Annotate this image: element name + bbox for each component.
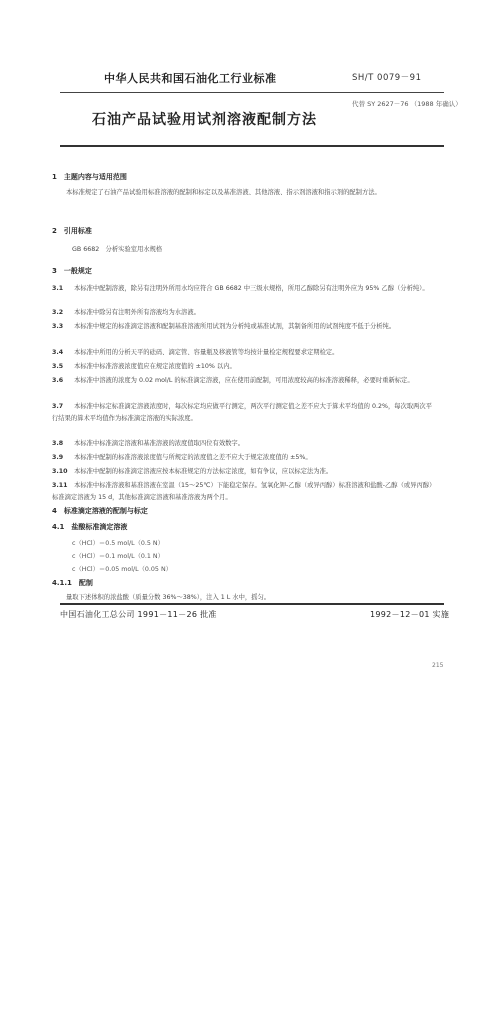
page-number: 215 (432, 662, 444, 669)
replaces-note: 代替 SY 2627－76 （1988 年确认） (352, 100, 462, 108)
clause-3-8 (52, 438, 438, 450)
clause-3-7 (52, 401, 438, 424)
clause-text: 本标准中规定的标准滴定溶液和配制基准溶液所用试剂为分析纯或基准试剂，其制备所用的试剂纯度不低于分析纯。 (74, 323, 396, 330)
subsection-4-1-title: 4.1 盐酸标准滴定溶液 (52, 523, 128, 531)
standard-code: SH/T 0079－91 (352, 73, 422, 83)
clause-3-6 (52, 375, 438, 387)
implementation-date: 1992－12－01 实施 (370, 610, 450, 619)
clause-text: 本标准中标准溶液和基准溶液在室温（15～25℃）下能稳定保存。氢氧化钾-乙醇（或异丙醇）标准溶液和盐酸-乙醇（或异丙醇）标准滴定溶液为 15 d，其他标准滴定溶液和基准溶液为两个月。 (52, 482, 436, 501)
footer-rule (60, 603, 444, 605)
clause-3-2 (52, 307, 438, 319)
subsection-4-1-1-text: 量取下述体积的浓盐酸（质量分数 36%～38%），注入 1 L 水中，摇匀。 (66, 594, 271, 601)
clause-number: 3.7 (52, 403, 64, 410)
clause-3-3 (52, 321, 438, 333)
clause-number: 3.4 (52, 349, 64, 356)
clause-text: 本标准中除另有注明外所有溶液均为水溶液。 (74, 309, 200, 316)
section-3-title: 3 一般规定 (52, 267, 92, 275)
clause-text: 本标准中溶液的浓度为 0.02 mol/L 的标准滴定溶液，应在使用前配制，可用浓度较高的标准溶液稀释，必要时重新标定。 (74, 377, 414, 384)
clause-text: 本标准中标准溶液浓度值应在规定浓度值的 ±10% 以内。 (74, 363, 236, 370)
clause-text: 本标准中所用的分析天平的砝码、滴定管、容量瓶及移液管等均按计量检定规程要求定期检定。 (74, 349, 339, 356)
section-1-text: 本标准规定了石油产品试验用标准溶液的配制和标定以及基准溶液、其他溶液、指示剂溶液和指示剂的配制方法。 (66, 189, 381, 196)
formula-1: c（HCl）＝0.5 mol/L（0.5 N） (72, 540, 164, 547)
clause-text: 本标准中标定标准滴定溶液浓度时，每次标定均应做平行测定，两次平行测定值之差不应大于算术平均值的 0.2%，每次取两次平行结果的算术平均值作为标准滴定溶液的实际浓度。 (52, 403, 433, 422)
section-2-text: GB 6682 分析实验室用水规格 (72, 246, 163, 253)
header-rule-bottom (60, 145, 444, 147)
clause-number: 3.6 (52, 377, 64, 384)
clause-3-11 (52, 480, 438, 503)
section-1-title: 1 主题内容与适用范围 (52, 173, 127, 181)
document-title: 石油产品试验用试剂溶液配制方法 (92, 112, 317, 128)
clause-text: 本标准中配制的标准溶液浓度值与所规定的浓度值之差不应大于规定浓度值的 ±5%。 (74, 454, 312, 461)
clause-3-1 (52, 283, 438, 295)
formula-2: c（HCl）＝0.1 mol/L（0.1 N） (72, 553, 164, 560)
clause-number: 3.8 (52, 440, 64, 447)
standard-org-header: 中华人民共和国石油化工行业标准 (104, 72, 277, 85)
clause-number: 3.1 (52, 285, 64, 292)
clause-number: 3.3 (52, 323, 64, 330)
clause-number: 3.2 (52, 309, 64, 316)
clause-3-5 (52, 361, 438, 373)
clause-number: 3.9 (52, 454, 64, 461)
clause-3-9 (52, 452, 438, 464)
subsection-4-1-1-title: 4.1.1 配制 (52, 579, 93, 587)
clause-3-4 (52, 347, 438, 359)
clause-text: 本标准中配制的标准滴定溶液应按本标准规定的方法标定浓度，如有争议，应以标定法为准。 (74, 468, 333, 475)
section-4-title: 4 标准滴定溶液的配制与标定 (52, 507, 148, 515)
formula-3: c（HCl）＝0.05 mol/L（0.05 N） (72, 566, 172, 573)
clause-text: 本标准中配制溶液，除另有注明外所用水均应符合 GB 6682 中三级水规格，所用乙醇除另有注明外应为 95% 乙醇（分析纯）。 (74, 285, 429, 292)
clause-text: 本标准中标准滴定溶液和基准溶液的浓度值取四位有效数字。 (74, 440, 245, 447)
header-rule-top (60, 92, 444, 93)
clause-number: 3.10 (52, 468, 68, 475)
clause-number: 3.11 (52, 482, 68, 489)
approval-line: 中国石油化工总公司 1991－11－26 批准 (60, 610, 217, 619)
clause-number: 3.5 (52, 363, 64, 370)
section-2-title: 2 引用标准 (52, 227, 92, 235)
clause-3-10 (52, 466, 438, 478)
